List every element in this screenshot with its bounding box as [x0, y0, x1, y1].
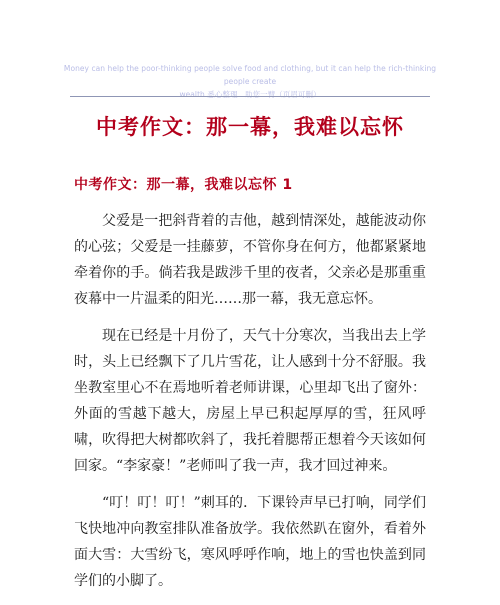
section-heading: 中考作文：那一幕，我难以忘怀 1: [74, 177, 293, 193]
header-divider: [70, 96, 430, 97]
header-note-english: Money can help the poor-thinking people solve food and clothing, but it can help the rich-thinking people create: [63, 64, 437, 86]
document-title: 中考作文：那一幕，我难以忘怀: [96, 115, 404, 139]
body-paragraph-1: 父爱是一把斜背着的吉他，越到情深处，越能波动你的心弦；父爱是一挂藤萝，不管你身在何方，他都紧紧地牵着你的手。倘若我是跋涉千里的夜者，父亲必是那重重夜幕中一片温柔的阳光……那一幕，我无意忘怀。: [74, 213, 426, 307]
body-paragraph-2: 现在已经是十月份了，天气十分寒次，当我出去上学时，头上已经飘下了几片雪花，让人感到十分不舒服。我坐教室里心不在焉地听着老师讲课，心里却飞出了窗外：外面的雪越下越大，房屋上早已积起厚厚的雪，狂风呼啸，吹得把大树都吹斜了，我托着腮帮正想着今天该如何回家。“李家豪！”老师叫了我一声，我才回过神来。: [74, 328, 426, 474]
body-paragraph-3: “叮！叮！叮！”刺耳的．下课铃声早已打响，同学们飞快地冲向教室排队准备放学。我依然趴在窗外，看着外面大雪：大雪纷飞，寒风呼呼作响，地上的雪也快盖到同学们的小脚了。: [74, 495, 426, 589]
header-note-wealth: wealth 悉心整理 助您一臂（页眉可删）: [179, 90, 321, 99]
document-body: [74, 208, 426, 605]
